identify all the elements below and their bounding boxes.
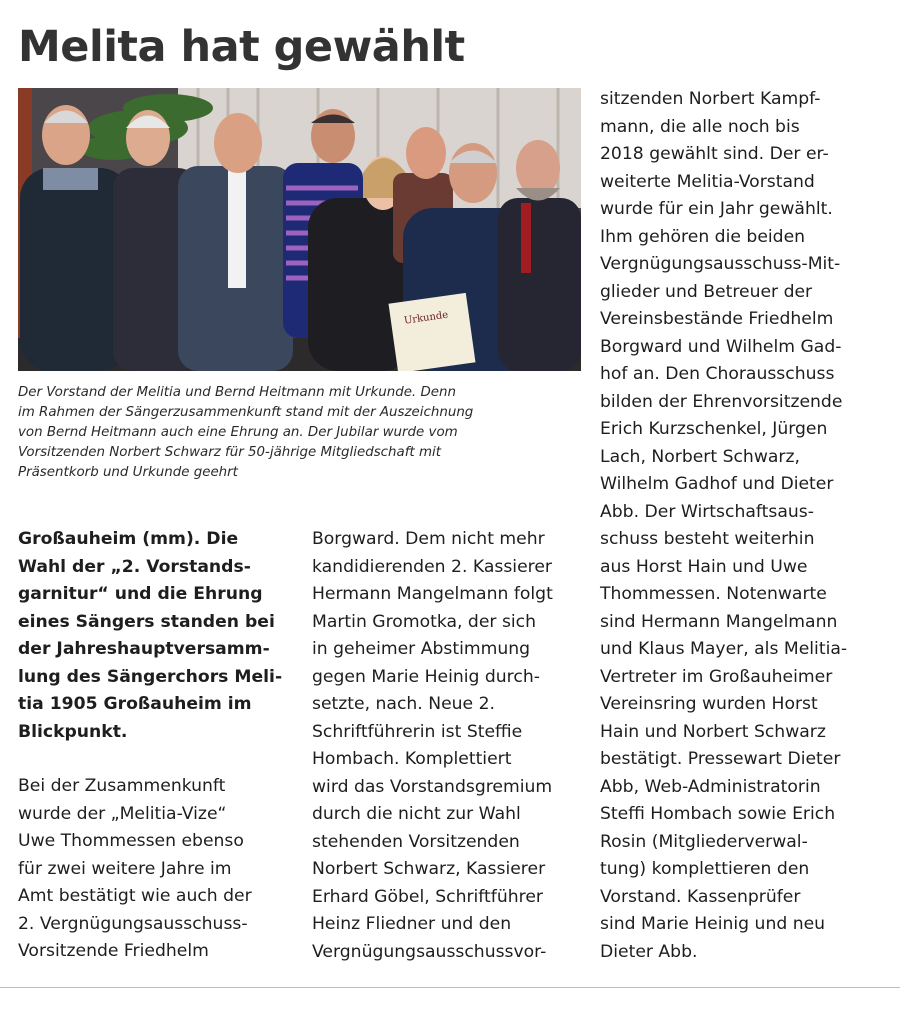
text-line: stehenden Vorsitzenden xyxy=(312,831,520,852)
article-headline: Melita hat gewählt xyxy=(18,22,465,72)
caption-line: Präsentkorb und Urkunde geehrt xyxy=(18,465,238,480)
text-line: Dieter Abb. xyxy=(600,941,698,962)
text-line: Schriftführerin ist Steffie xyxy=(312,721,523,742)
text-line: Vereinsbestände Friedhelm xyxy=(600,309,834,329)
text-line: weiterte Melitia-Vorstand xyxy=(600,171,815,192)
text-line: durch die nicht zur Wahl xyxy=(312,804,521,824)
text-line: Abb, Web-Administratorin xyxy=(600,776,821,797)
text-line: in geheimer Abstimmung xyxy=(312,639,531,659)
article-column-3 xyxy=(600,86,892,966)
text-line: Vergnügungsausschuss-Mit- xyxy=(600,254,841,274)
text-line: Erhard Göbel, Schriftführer xyxy=(312,886,543,907)
article-column-1 xyxy=(18,526,293,966)
text-line: Vereinsring wurden Horst xyxy=(600,694,818,714)
text-line: sitzenden Norbert Kampf- xyxy=(600,89,821,109)
text-line: Ihm gehören die beiden xyxy=(600,226,806,247)
photo-caption xyxy=(18,383,583,483)
text-line: Lach, Norbert Schwarz, xyxy=(600,446,800,467)
text-line: Borgward. Dem nicht mehr xyxy=(312,529,545,549)
text-line: Hombach. Komplettiert xyxy=(312,749,512,769)
group-photo xyxy=(18,88,581,371)
text-line: bestätigt. Pressewart Dieter xyxy=(600,749,841,769)
text-line: für zwei weitere Jahre im xyxy=(18,858,232,879)
bottom-rule xyxy=(0,987,900,988)
caption-line: Der Vorstand der Melitia und Bernd Heitmann mit Urkunde. Denn xyxy=(18,385,456,400)
caption-line: Vorsitzenden Norbert Schwarz für 50-jährige Mitgliedschaft mit xyxy=(18,445,441,460)
lead-line: Blickpunkt. xyxy=(18,721,128,742)
text-line: mann, die alle noch bis xyxy=(600,116,800,137)
text-line: setzte, nach. Neue 2. xyxy=(312,694,495,714)
text-line: wurde für ein Jahr gewählt. xyxy=(600,199,833,219)
article-lead xyxy=(18,526,293,746)
text-line: glieder und Betreuer der xyxy=(600,281,813,302)
lead-line: Wahl der „2. Vorstands- xyxy=(18,556,251,577)
lead-line: garnitur“ und die Ehrung xyxy=(18,584,263,604)
text-line: aus Horst Hain und Uwe xyxy=(600,556,808,577)
text-line: Heinz Fliedner und den xyxy=(312,914,512,934)
article-column-2 xyxy=(312,526,587,966)
text-line: 2018 gewählt sind. Der er- xyxy=(600,144,829,164)
text-line: Vergnügungsausschussvor- xyxy=(312,941,547,962)
text-line: Rosin (Mitgliederverwal- xyxy=(600,831,808,852)
text-line: Vorsitzende Friedhelm xyxy=(18,941,209,961)
text-line: Borgward und Wilhelm Gad- xyxy=(600,336,842,357)
text-line: Vertreter im Großauheimer xyxy=(600,666,833,687)
text-line: wird das Vorstandsgremium xyxy=(312,776,553,797)
text-line: Hermann Mangelmann folgt xyxy=(312,584,553,604)
text-line: wurde der „Melitia-Vize“ xyxy=(18,803,227,824)
lead-line: eines Sängers standen bei xyxy=(18,611,275,632)
text-line: gegen Marie Heinig durch- xyxy=(312,666,540,687)
text-line: tung) komplettieren den xyxy=(600,859,810,879)
certificate-text: Urkunde xyxy=(403,309,449,327)
text-line: Uwe Thommessen ebenso xyxy=(18,831,244,851)
text-line: Amt bestätigt wie auch der xyxy=(18,886,252,906)
text-line: Erich Kurzschenkel, Jürgen xyxy=(600,419,828,439)
text-line: 2. Vergnügungsausschuss- xyxy=(18,913,248,934)
lead-line: tia 1905 Großauheim im xyxy=(18,694,252,714)
text-line: und Klaus Mayer, als Melitia- xyxy=(600,639,848,659)
text-line: sind Marie Heinig und neu xyxy=(600,914,826,934)
text-line: Hain und Norbert Schwarz xyxy=(600,721,826,742)
text-line: Thommessen. Notenwarte xyxy=(600,584,827,604)
text-line: sind Hermann Mangelmann xyxy=(600,611,838,632)
text-line: Bei der Zusammenkunft xyxy=(18,776,226,796)
text-line: bilden der Ehrenvorsitzende xyxy=(600,391,843,412)
lead-line: lung des Sängerchors Meli- xyxy=(18,666,283,687)
lead-line: Großauheim (mm). Die xyxy=(18,529,239,549)
text-line: Martin Gromotka, der sich xyxy=(312,611,537,632)
text-line: Vorstand. Kassenprüfer xyxy=(600,886,801,907)
caption-line: von Bernd Heitmann auch eine Ehrung an. Der Jubilar wurde vom xyxy=(18,425,458,440)
text-line: schuss besteht weiterhin xyxy=(600,529,815,549)
text-line: Wilhelm Gadhof und Dieter xyxy=(600,474,834,494)
lead-line: der Jahreshauptversamm- xyxy=(18,639,270,659)
text-line: Steffi Hombach sowie Erich xyxy=(600,804,836,824)
text-line: hof an. Den Chorausschuss xyxy=(600,364,835,384)
text-line: Abb. Der Wirtschaftsaus- xyxy=(600,501,814,522)
text-line: kandidierenden 2. Kassierer xyxy=(312,556,552,577)
body-text xyxy=(18,773,293,966)
text-line: Norbert Schwarz, Kassierer xyxy=(312,859,546,879)
caption-line: im Rahmen der Sängerzusammenkunft stand mit der Auszeichnung xyxy=(18,405,474,420)
